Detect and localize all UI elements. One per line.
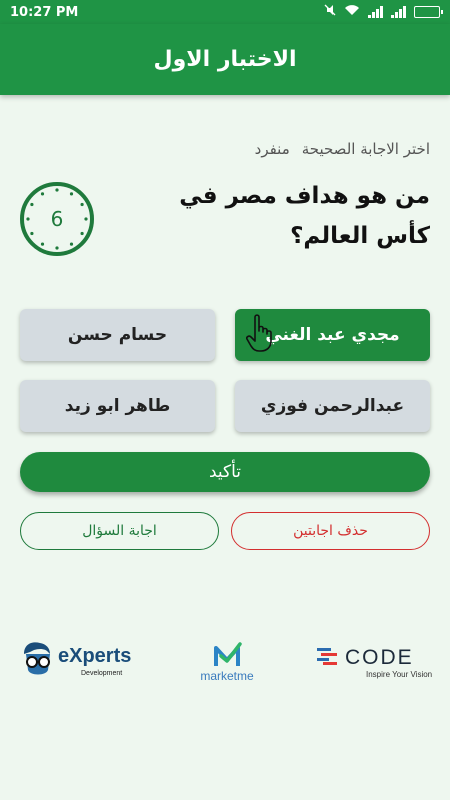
timer-value: 6 [50,207,64,231]
code-logo [317,646,435,682]
signal-icon [368,6,383,18]
instruction-label: اختر الاجابة الصحيحة [301,140,430,158]
timer [19,181,95,257]
code-name: CODE [345,646,414,669]
battery-icon [414,6,440,18]
experts-logo [18,640,138,682]
mode-label: منفرد [254,140,290,158]
remove-two-answers-button[interactable] [231,512,430,550]
marketme-logo [196,642,258,684]
status-time: 10:27 PM [10,4,79,20]
app-bar [0,24,450,95]
experts-sub: Development [81,670,123,677]
answer-option-2[interactable] [20,309,215,361]
remove-two-answers-label: حذف اجابتين [293,523,368,539]
experts-name: eXperts [58,645,132,667]
answer-option-3[interactable] [235,380,430,432]
answer-label: حسام حسن [67,325,168,345]
status-icons [324,4,440,20]
sponsor-logos [0,640,450,685]
page-title: الاختبار الاول [153,47,297,72]
code-tagline: Inspire Your Vision [366,670,433,679]
quiz-subheader [255,140,430,158]
status-bar [0,0,450,24]
wifi-icon [344,4,360,20]
answer-label: طاهر ابو زيد [64,396,171,416]
answer-option-4[interactable] [20,380,215,432]
silent-icon [324,4,336,20]
marketme-m-icon [196,642,258,668]
confirm-button[interactable] [20,452,430,492]
answer-label: عبدالرحمن فوزي [260,396,405,416]
experts-mascot-icon [18,640,58,680]
question-text: من هو هداف مصر في كأس العالم؟ [179,183,430,249]
show-answer-button[interactable] [20,512,219,550]
hand-pointer-icon [246,313,276,353]
confirm-label: تأكيد [208,462,242,482]
code-bars-icon [317,646,339,666]
answer-label: مجدي عبد الغني [265,325,400,345]
marketme-name: marketme [200,669,254,683]
show-answer-label: اجابة السؤال [82,523,157,539]
signal-icon-2 [391,6,406,18]
